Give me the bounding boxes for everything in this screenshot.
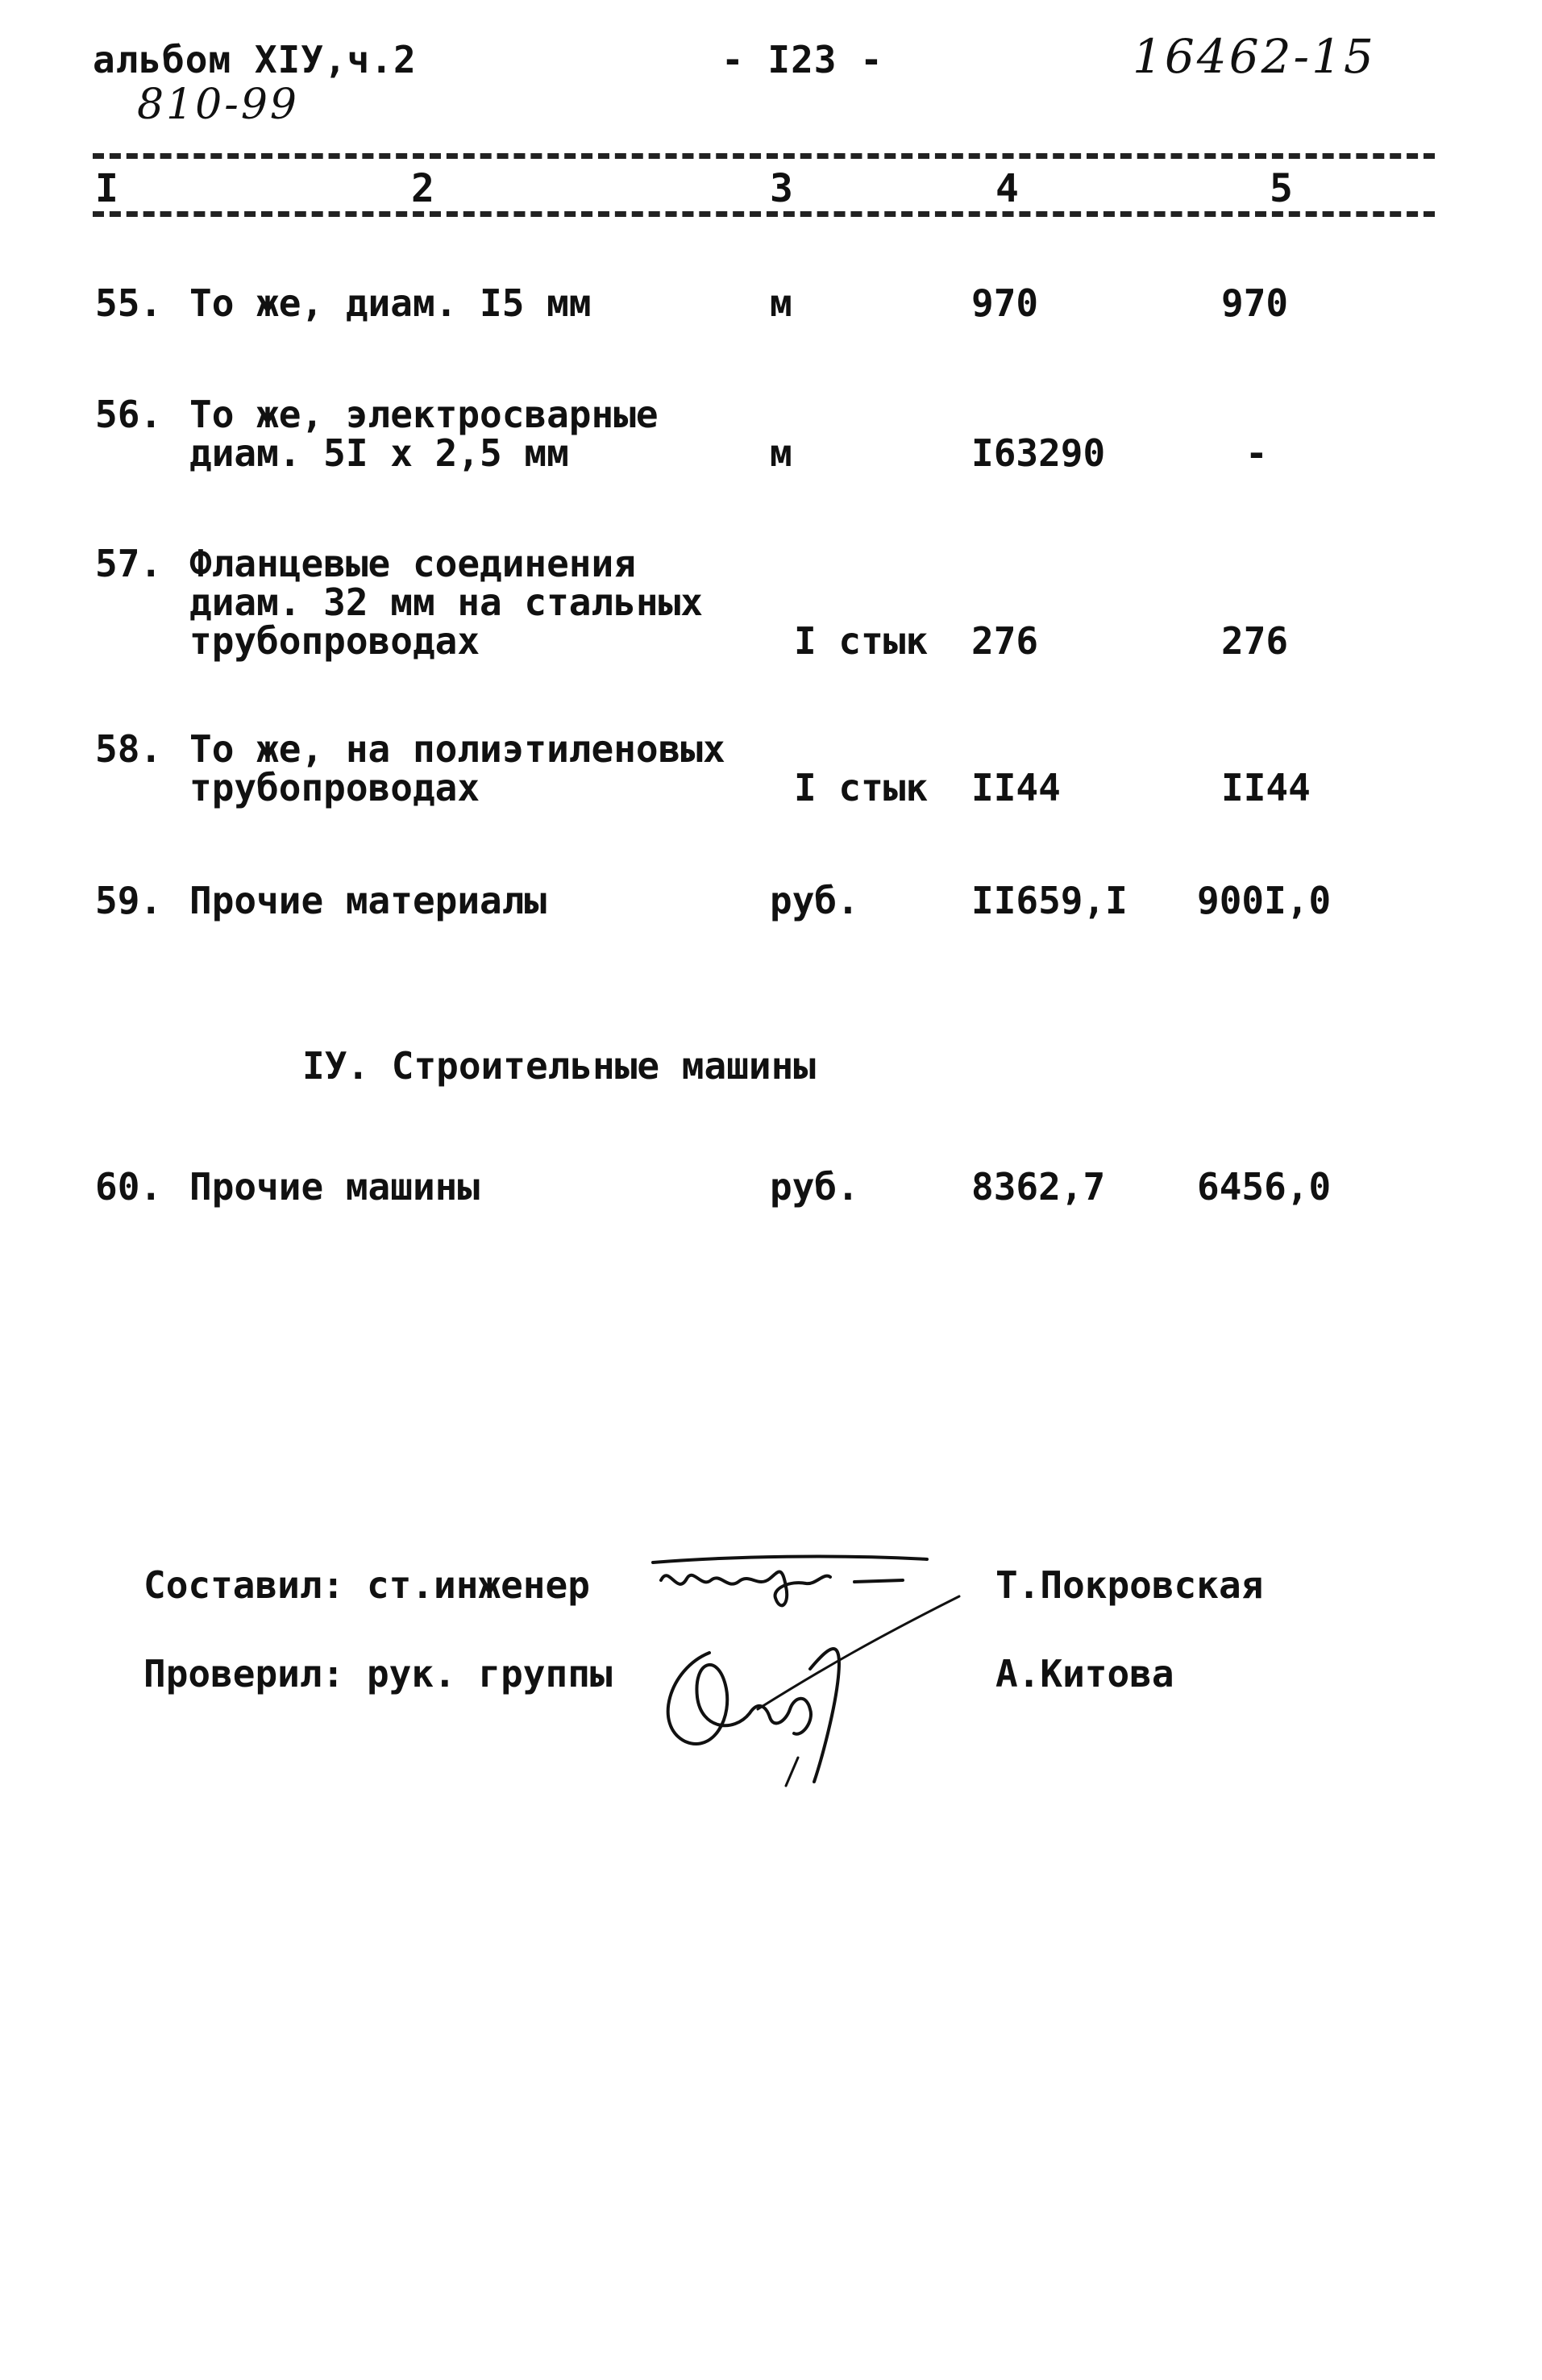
- row-number: 58.: [95, 727, 163, 771]
- row-col4: II44: [971, 766, 1061, 809]
- row-description: Прочие машины: [189, 1165, 480, 1209]
- column-number-3: 3: [770, 166, 793, 211]
- row-col5: 900I,0: [1197, 879, 1332, 922]
- row-col5: -: [1245, 431, 1268, 475]
- row-col5: 6456,0: [1197, 1165, 1332, 1209]
- row-col5: II44: [1221, 766, 1311, 809]
- checked-by-label: Проверил: рук. группы: [143, 1652, 613, 1696]
- row-number: 57.: [95, 542, 163, 585]
- row-col4: 8362,7: [971, 1165, 1106, 1209]
- row-description: Фланцевые соединения: [189, 542, 636, 585]
- row-description: трубопроводах: [189, 766, 480, 809]
- row-col4: 970: [971, 281, 1039, 325]
- row-number: 60.: [95, 1165, 163, 1209]
- row-col4: II659,I: [971, 879, 1128, 922]
- row-col5: 276: [1221, 619, 1289, 663]
- row-description: трубопроводах: [189, 619, 480, 663]
- row-col4: I63290: [971, 431, 1106, 475]
- compiled-by-name: Т.Покровская: [995, 1563, 1264, 1607]
- row-description: То же, на полиэтиленовых: [189, 727, 725, 771]
- row-col4: 276: [971, 619, 1039, 663]
- row-number: 56.: [95, 393, 163, 436]
- column-number-5: 5: [1270, 166, 1293, 211]
- row-unit: I стык: [794, 619, 929, 663]
- section-title: IУ. Строительные машины: [302, 1044, 816, 1088]
- row-number: 59.: [95, 879, 163, 922]
- row-unit: руб.: [770, 879, 859, 922]
- handwritten-code: 16462-15: [1133, 29, 1376, 84]
- top-dash-rule: [93, 153, 1435, 159]
- compiled-by-label: Составил: ст.инженер: [143, 1563, 590, 1607]
- row-number: 55.: [95, 281, 163, 325]
- row-description: Прочие материалы: [189, 879, 547, 922]
- page-number: - I23 -: [721, 38, 883, 81]
- row-description: диам. 5I х 2,5 мм: [189, 431, 569, 475]
- row-unit: руб.: [770, 1165, 859, 1209]
- bottom-dash-rule: [93, 211, 1435, 217]
- row-unit: м: [770, 431, 792, 475]
- column-number-4: 4: [995, 166, 1019, 211]
- checked-by-name: А.Китова: [995, 1652, 1174, 1696]
- row-description: диам. 32 мм на стальных: [189, 580, 703, 624]
- column-number-1: I: [95, 166, 118, 211]
- handwritten-signatures: [637, 1548, 975, 1798]
- row-description: То же, электросварные: [189, 393, 659, 436]
- row-unit: I стык: [794, 766, 929, 809]
- row-unit: м: [770, 281, 792, 325]
- row-col5: 970: [1221, 281, 1289, 325]
- column-number-2: 2: [411, 166, 434, 211]
- handwritten-sub-code: 810-99: [137, 81, 299, 129]
- row-description: То же, диам. I5 мм: [189, 281, 592, 325]
- album-label: альбом ХIУ,ч.2: [93, 38, 417, 81]
